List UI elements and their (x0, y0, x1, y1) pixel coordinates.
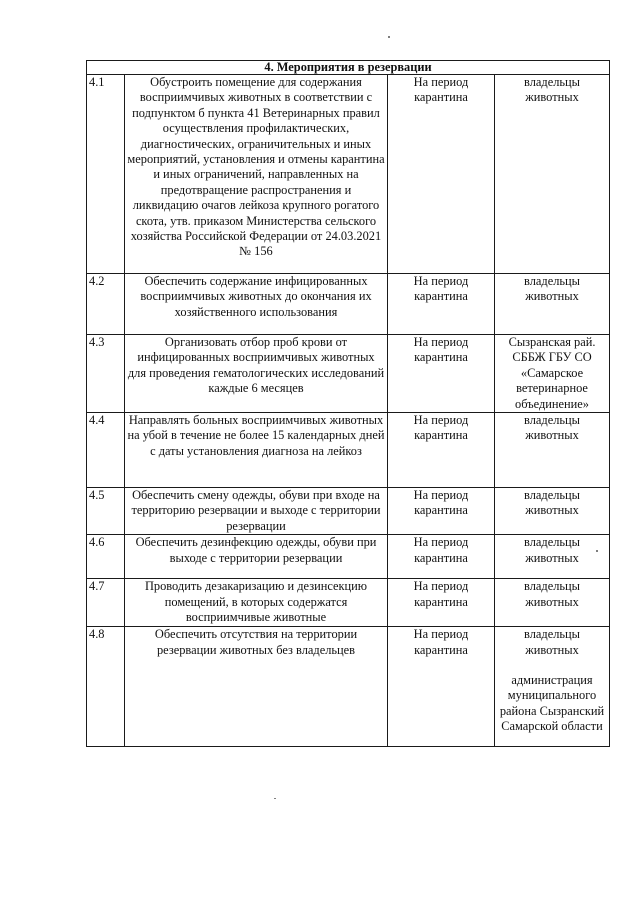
measure-term: На период карантина (388, 413, 495, 488)
measure-term: На период карантина (388, 335, 495, 413)
measure-term: На период карантина (388, 627, 495, 747)
measure-description: Обустроить помещение для содержания восприимчивых животных в соответствии с подпунктом б пункта 41 Ветеринарных правил осуществления профилактических, диагностических, ограничительных и иных мероприятий, установления и отмены карантина и иных ограничений, направленных на предотвращение распространения и ликвидацию очагов лейкоза крупного рогатого скота, утв. приказом Министерства сельского хозяйства Российской Федерации от 24.03.2021 № 156 (125, 75, 388, 274)
scan-speck (388, 36, 390, 38)
measure-responsible-extra: администрация муниципального района Сызранский Самарской области (499, 673, 605, 734)
measure-responsible: Сызранская рай. СББЖ ГБУ СО «Самарское ветеринарное объединение» (495, 335, 610, 413)
measure-description: Организовать отбор проб крови от инфицированных восприимчивых животных для проведения гематологических исследований каждые 6 месяцев (125, 335, 388, 413)
measure-term: На период карантина (388, 579, 495, 627)
table-row (87, 627, 610, 747)
measure-description: Направлять больных восприимчивых животных на убой в течение не более 15 календарных дней с даты установления диагноза на лейкоз (125, 413, 388, 488)
table-row (87, 413, 610, 488)
table-row (87, 579, 610, 627)
measure-responsible: владельцы животных (524, 627, 580, 657)
row-number: 4.2 (87, 274, 125, 335)
measure-description: Обеспечить содержание инфицированных восприимчивых животных до окончания их хозяйственного использования (125, 274, 388, 335)
measure-term: На период карантина (388, 488, 495, 535)
measure-responsible: владельцы животных (495, 579, 610, 627)
row-number: 4.8 (87, 627, 125, 747)
measure-term: На период карантина (388, 274, 495, 335)
section-header-row (87, 61, 610, 75)
measure-description: Обеспечить отсутствия на территории резервации животных без владельцев (125, 627, 388, 747)
scan-speck (274, 798, 276, 799)
measure-responsible: владельцы животных (495, 274, 610, 335)
measure-responsible: владельцы животных (495, 535, 610, 579)
measure-responsible: владельцы животных (495, 488, 610, 535)
row-number: 4.7 (87, 579, 125, 627)
table-row (87, 75, 610, 274)
measure-responsible: владельцы животных (495, 413, 610, 488)
measure-term: На период карантина (388, 535, 495, 579)
row-number: 4.4 (87, 413, 125, 488)
measure-responsible-cell (495, 627, 610, 747)
measure-description: Обеспечить дезинфекцию одежды, обуви при выходе с территории резервации (125, 535, 388, 579)
row-number: 4.5 (87, 488, 125, 535)
table-row (87, 335, 610, 413)
row-number: 4.3 (87, 335, 125, 413)
row-number: 4.6 (87, 535, 125, 579)
measure-description: Проводить дезакаризацию и дезинсекцию помещений, в которых содержатся восприимчивые животные (125, 579, 388, 627)
section-title: 4. Мероприятия в резервации (87, 61, 610, 75)
measure-description: Обеспечить смену одежды, обуви при входе на территорию резервации и выходе с территории резервации (125, 488, 388, 535)
table-row (87, 535, 610, 579)
table-row (87, 274, 610, 335)
row-number: 4.1 (87, 75, 125, 274)
responsible-gap (497, 658, 607, 673)
measures-table (86, 60, 610, 747)
table-row (87, 488, 610, 535)
measure-responsible: владельцы животных (495, 75, 610, 274)
measure-term: На период карантина (388, 75, 495, 274)
